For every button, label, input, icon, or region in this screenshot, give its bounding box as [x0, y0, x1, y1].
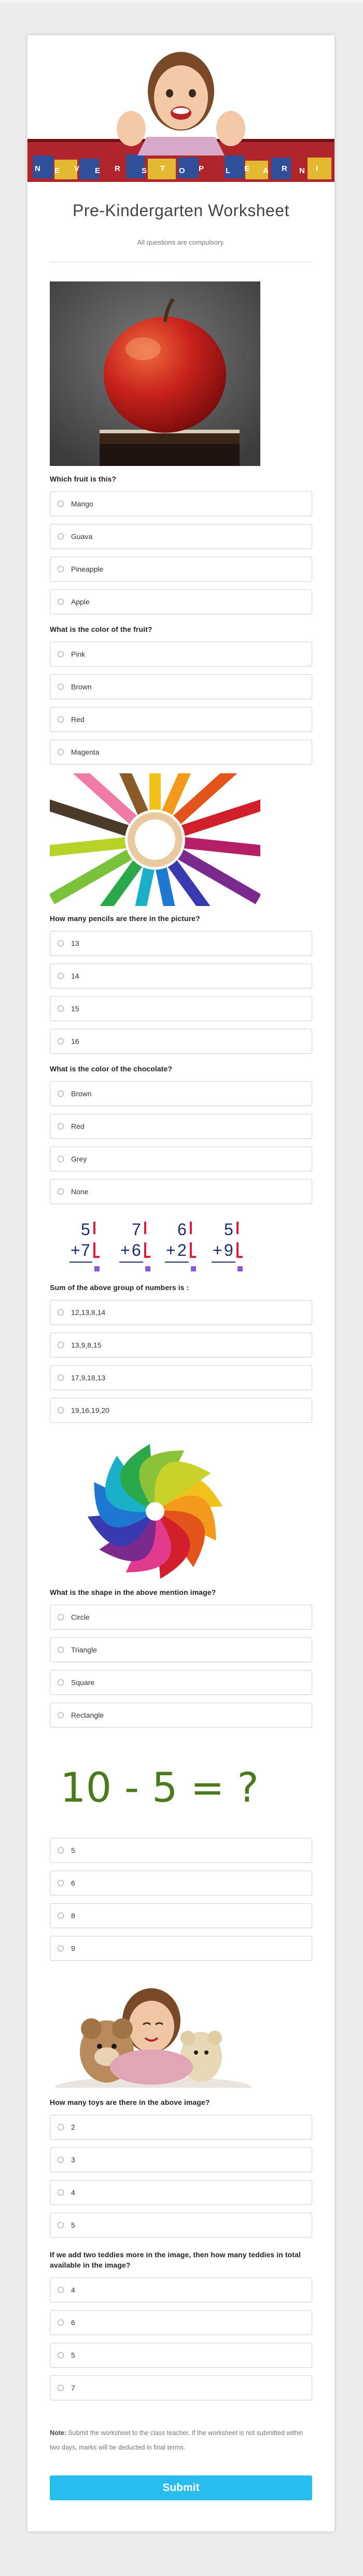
q2-option-magenta[interactable]: [50, 740, 312, 765]
header-banner-image: [27, 35, 334, 182]
option-label: 5: [71, 1846, 75, 1855]
question-3-label: How many pencils are there in the picture?: [50, 914, 200, 923]
svg-text:R: R: [115, 164, 120, 173]
radio-button[interactable]: [58, 2124, 64, 2130]
option-label: 8: [71, 1912, 75, 1920]
q8-option-4[interactable]: [50, 2180, 312, 2205]
q6-option-square[interactable]: [50, 1670, 312, 1695]
q1-option-apple[interactable]: [50, 589, 312, 614]
radio-button[interactable]: [58, 1614, 64, 1620]
question-4-label: What is the color of the chocolate?: [50, 1065, 173, 1073]
q3-option-14[interactable]: [50, 964, 312, 988]
option-label: Guava: [71, 532, 93, 541]
svg-text:+: +: [71, 1241, 80, 1259]
note-text: Submit the worksheet to the class teacher. If the worksheet is not submitted within two days, marks will be deducted in final terms.: [50, 2429, 303, 2451]
option-label: Rectangle: [71, 1711, 104, 1719]
radio-button[interactable]: [58, 2189, 64, 2196]
note-label: Note:: [50, 2429, 66, 2437]
q2-option-pink[interactable]: [50, 642, 312, 667]
q6-option-rectangle[interactable]: [50, 1703, 312, 1728]
option-label: Pink: [71, 650, 86, 658]
question-1-label: Which fruit is this?: [50, 475, 116, 483]
radio-button[interactable]: [58, 1342, 64, 1348]
q1-option-mango[interactable]: [50, 491, 312, 516]
option-label: Mango: [71, 500, 93, 508]
color-swirl-image: [50, 1444, 260, 1579]
radio-button[interactable]: [58, 566, 64, 572]
option-label: Square: [71, 1678, 95, 1687]
question-8-label: How many toys are there in the above image?: [50, 2098, 210, 2106]
q9-option-6[interactable]: [50, 2310, 312, 2335]
math-sum-2-bottom: 6: [132, 1241, 141, 1259]
q3-option-13[interactable]: [50, 931, 312, 956]
radio-button[interactable]: [58, 651, 64, 657]
option-label: Circle: [71, 1613, 90, 1621]
radio-button[interactable]: [58, 1880, 64, 1886]
option-label: 3: [71, 2156, 75, 2164]
option-label: 4: [71, 2188, 75, 2197]
math-sum-2-top: 7: [132, 1220, 141, 1239]
svg-text:N: N: [35, 164, 40, 173]
radio-button[interactable]: [58, 1123, 64, 1129]
q9-option-5[interactable]: [50, 2343, 312, 2368]
radio-button[interactable]: [58, 1679, 64, 1686]
option-label: Grey: [71, 1155, 87, 1163]
radio-button[interactable]: [58, 1375, 64, 1381]
q4-option-brown[interactable]: [50, 1081, 312, 1106]
math-sum-1-bottom: 7: [81, 1241, 90, 1259]
option-label: 4: [71, 2286, 75, 2294]
worksheet-form: [27, 35, 334, 2531]
form-subtitle: All questions are compulsory.: [137, 238, 225, 246]
radio-button[interactable]: [58, 716, 64, 723]
apple-image: [50, 281, 260, 466]
option-label: Red: [71, 1122, 85, 1130]
radio-button[interactable]: [58, 1006, 64, 1012]
option-label: 12,13,8,14: [71, 1308, 106, 1317]
pencils-image: [50, 773, 260, 906]
option-label: Triangle: [71, 1646, 97, 1654]
radio-button[interactable]: [58, 1407, 64, 1413]
question-6-label: What is the shape in the above mention image?: [50, 1588, 216, 1596]
q5-option-b[interactable]: [50, 1333, 312, 1357]
q7-option-8[interactable]: [50, 1903, 312, 1928]
q6-option-triangle[interactable]: [50, 1637, 312, 1662]
form-title: Pre-Kindergarten Worksheet: [73, 201, 289, 220]
option-label: 5: [71, 2221, 75, 2229]
girl-with-teddies-image: [50, 1984, 260, 2088]
svg-text:E: E: [95, 166, 101, 175]
option-label: 13: [71, 939, 79, 947]
svg-text:A: A: [263, 166, 269, 175]
option-label: 6: [71, 1879, 75, 1887]
option-label: 16: [71, 1037, 79, 1045]
math-sum-4-bottom: 9: [224, 1241, 233, 1259]
radio-button[interactable]: [58, 940, 64, 946]
radio-button[interactable]: [58, 2385, 64, 2391]
radio-button[interactable]: [58, 1091, 64, 1097]
svg-text:E: E: [244, 164, 250, 173]
radio-button[interactable]: [58, 1945, 64, 1951]
option-label: 14: [71, 972, 79, 980]
svg-text:I: I: [316, 164, 318, 173]
q5-option-d[interactable]: [50, 1398, 312, 1423]
svg-text:E: E: [54, 166, 60, 175]
q9-option-4[interactable]: [50, 2277, 312, 2302]
option-label: 15: [71, 1004, 79, 1013]
radio-button[interactable]: [58, 973, 64, 979]
q3-option-15[interactable]: [50, 996, 312, 1021]
radio-button[interactable]: [58, 501, 64, 507]
q8-option-5[interactable]: [50, 2213, 312, 2238]
equation-text: 10 - 5 = ?: [60, 1765, 259, 1811]
radio-button[interactable]: [58, 1647, 64, 1653]
q7-option-9[interactable]: [50, 1936, 312, 1961]
radio-button[interactable]: [58, 684, 64, 690]
q6-option-circle[interactable]: [50, 1605, 312, 1630]
svg-text:S: S: [142, 166, 147, 175]
svg-text:N: N: [299, 166, 305, 175]
radio-button[interactable]: [58, 1156, 64, 1162]
q7-option-6[interactable]: [50, 1871, 312, 1895]
svg-text:L: L: [226, 166, 231, 175]
radio-button[interactable]: [58, 1188, 64, 1195]
radio-button[interactable]: [58, 1712, 64, 1718]
svg-text:T: T: [160, 164, 165, 173]
q8-option-2[interactable]: [50, 2115, 312, 2140]
q9-option-7[interactable]: [50, 2375, 312, 2400]
math-sum-3-bottom: 2: [177, 1241, 187, 1259]
math-sums-image: [50, 1214, 260, 1277]
q4-option-grey[interactable]: [50, 1147, 312, 1171]
radio-button[interactable]: [58, 1309, 64, 1315]
svg-text:+: +: [213, 1241, 222, 1259]
option-label: Brown: [71, 1089, 92, 1098]
svg-text:O: O: [179, 166, 185, 175]
radio-button[interactable]: [58, 2222, 64, 2228]
svg-text:+: +: [120, 1241, 130, 1259]
option-label: 6: [71, 2318, 75, 2327]
submission-note: [50, 2426, 312, 2455]
radio-button[interactable]: [58, 749, 64, 755]
svg-text:R: R: [282, 164, 287, 173]
q5-option-a[interactable]: [50, 1300, 312, 1325]
option-label: 17,9,18,13: [71, 1374, 106, 1382]
q1-option-pineapple[interactable]: [50, 557, 312, 582]
option-label: Magenta: [71, 748, 100, 756]
q4-option-red[interactable]: [50, 1114, 312, 1139]
option-label: None: [71, 1187, 89, 1196]
q3-option-16[interactable]: [50, 1029, 312, 1054]
svg-text:+: +: [166, 1241, 176, 1259]
radio-button[interactable]: [58, 533, 64, 540]
math-sum-3-top: 6: [177, 1220, 187, 1239]
q2-option-brown[interactable]: [50, 674, 312, 699]
q7-option-5[interactable]: [50, 1838, 312, 1863]
svg-text:V: V: [74, 164, 80, 173]
submit-button[interactable]: Submit: [50, 2475, 312, 2500]
option-label: 5: [71, 2351, 75, 2359]
q4-option-none[interactable]: [50, 1179, 312, 1204]
radio-button[interactable]: [58, 2287, 64, 2293]
option-label: 19,16,19,20: [71, 1406, 109, 1414]
question-5-label: Sum of the above group of numbers is :: [50, 1283, 189, 1292]
option-label: Pineapple: [71, 565, 104, 573]
radio-button[interactable]: [58, 1847, 64, 1853]
question-9-label: If we add two teddies more in the image, then how many teddies in total available in the image?: [50, 2251, 301, 2269]
math-sum-4-top: 5: [224, 1220, 233, 1239]
option-label: 7: [71, 2384, 75, 2392]
option-label: 13,9,8,15: [71, 1341, 102, 1349]
q8-option-3[interactable]: [50, 2147, 312, 2172]
q5-option-c[interactable]: [50, 1365, 312, 1390]
option-label: Apple: [71, 598, 90, 606]
page-top-strip: [0, 0, 363, 3]
svg-text:P: P: [199, 164, 204, 173]
option-label: Red: [71, 715, 85, 724]
radio-button[interactable]: [58, 1913, 64, 1919]
option-label: Brown: [71, 683, 92, 691]
math-sum-1-top: 5: [81, 1220, 90, 1239]
option-label: 9: [71, 1944, 75, 1952]
radio-button[interactable]: [58, 2319, 64, 2326]
radio-button[interactable]: [58, 599, 64, 605]
radio-button[interactable]: [58, 2352, 64, 2358]
q2-option-red[interactable]: [50, 707, 312, 732]
radio-button[interactable]: [58, 1038, 64, 1044]
question-2-label: What is the color of the fruit?: [50, 625, 152, 633]
radio-button[interactable]: [58, 2157, 64, 2163]
option-label: 2: [71, 2123, 75, 2131]
q1-option-guava[interactable]: [50, 524, 312, 549]
subtraction-equation-image: [50, 1746, 260, 1823]
